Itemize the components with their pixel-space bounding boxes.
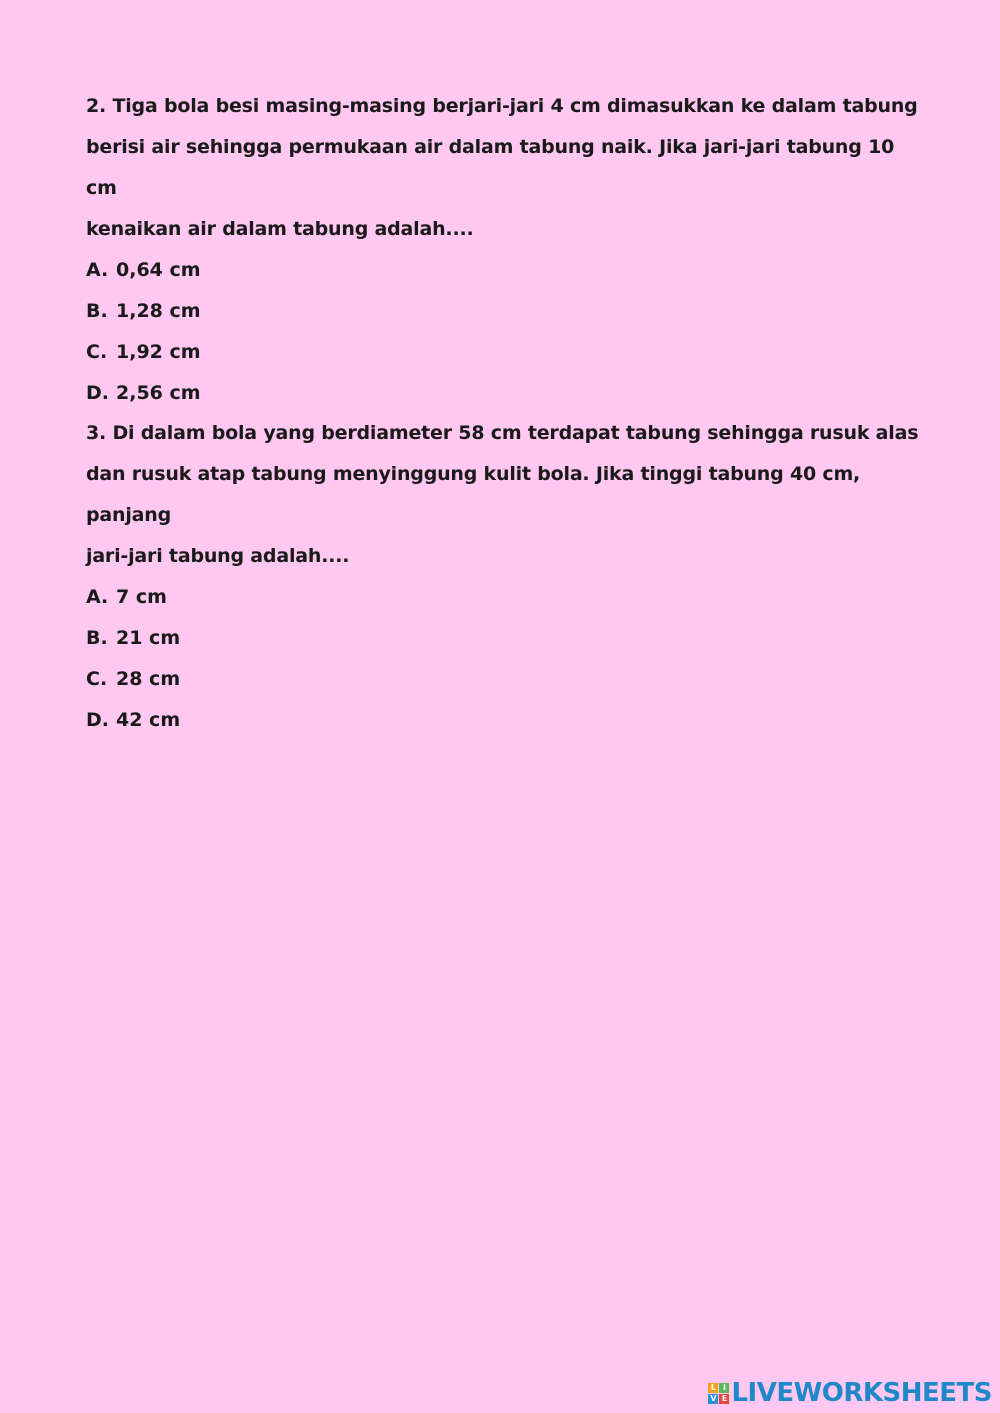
option-a[interactable]	[86, 250, 926, 291]
option-d[interactable]	[86, 700, 926, 741]
logo-mark-icon	[708, 1383, 729, 1404]
stem-line: kenaikan air dalam tabung adalah....	[86, 218, 474, 240]
option-c[interactable]	[86, 332, 926, 373]
option-text: 1,28 cm	[116, 300, 201, 322]
logo-letter: I	[719, 1383, 729, 1393]
logo-text: LIVEWORKSHEETS	[731, 1378, 992, 1408]
logo-letter: L	[708, 1383, 718, 1393]
option-d[interactable]	[86, 373, 926, 414]
answer-options	[86, 250, 926, 414]
option-letter: A.	[86, 586, 109, 608]
option-text: 21 cm	[116, 627, 181, 649]
question-stem	[86, 86, 926, 250]
option-text: 28 cm	[116, 668, 181, 690]
question-3	[86, 413, 926, 741]
option-a[interactable]	[86, 577, 926, 618]
stem-line: berisi air sehingga permukaan air dalam tabung naik. Jika jari-jari tabung 10 cm	[86, 136, 895, 199]
option-text: 0,64 cm	[116, 259, 201, 281]
liveworksheets-logo	[708, 1379, 992, 1407]
option-b[interactable]	[86, 618, 926, 659]
stem-line: 3. Di dalam bola yang berdiameter 58 cm terdapat tabung sehingga rusuk alas	[86, 422, 919, 444]
stem-line: 2. Tiga bola besi masing-masing berjari-jari 4 cm dimasukkan ke dalam tabung	[86, 95, 918, 117]
option-letter: B.	[86, 627, 108, 649]
logo-letter: V	[710, 1393, 717, 1403]
option-text: 42 cm	[116, 709, 181, 731]
option-letter: A.	[86, 259, 109, 281]
question-2	[86, 86, 926, 414]
option-b[interactable]	[86, 291, 926, 332]
stem-line: jari-jari tabung adalah....	[86, 545, 350, 567]
option-text: 7 cm	[116, 586, 167, 608]
answer-options	[86, 577, 926, 741]
option-text: 1,92 cm	[116, 341, 201, 363]
option-letter: B.	[86, 300, 108, 322]
question-stem	[86, 413, 926, 577]
option-letter: C.	[86, 668, 108, 690]
option-letter: D.	[86, 709, 109, 731]
logo-letter: E	[719, 1394, 729, 1404]
stem-line: dan rusuk atap tabung menyinggung kulit bola. Jika tinggi tabung 40 cm, panjang	[86, 463, 861, 526]
option-letter: C.	[86, 341, 108, 363]
option-letter: D.	[86, 382, 109, 404]
option-text: 2,56 cm	[116, 382, 201, 404]
option-c[interactable]	[86, 659, 926, 700]
